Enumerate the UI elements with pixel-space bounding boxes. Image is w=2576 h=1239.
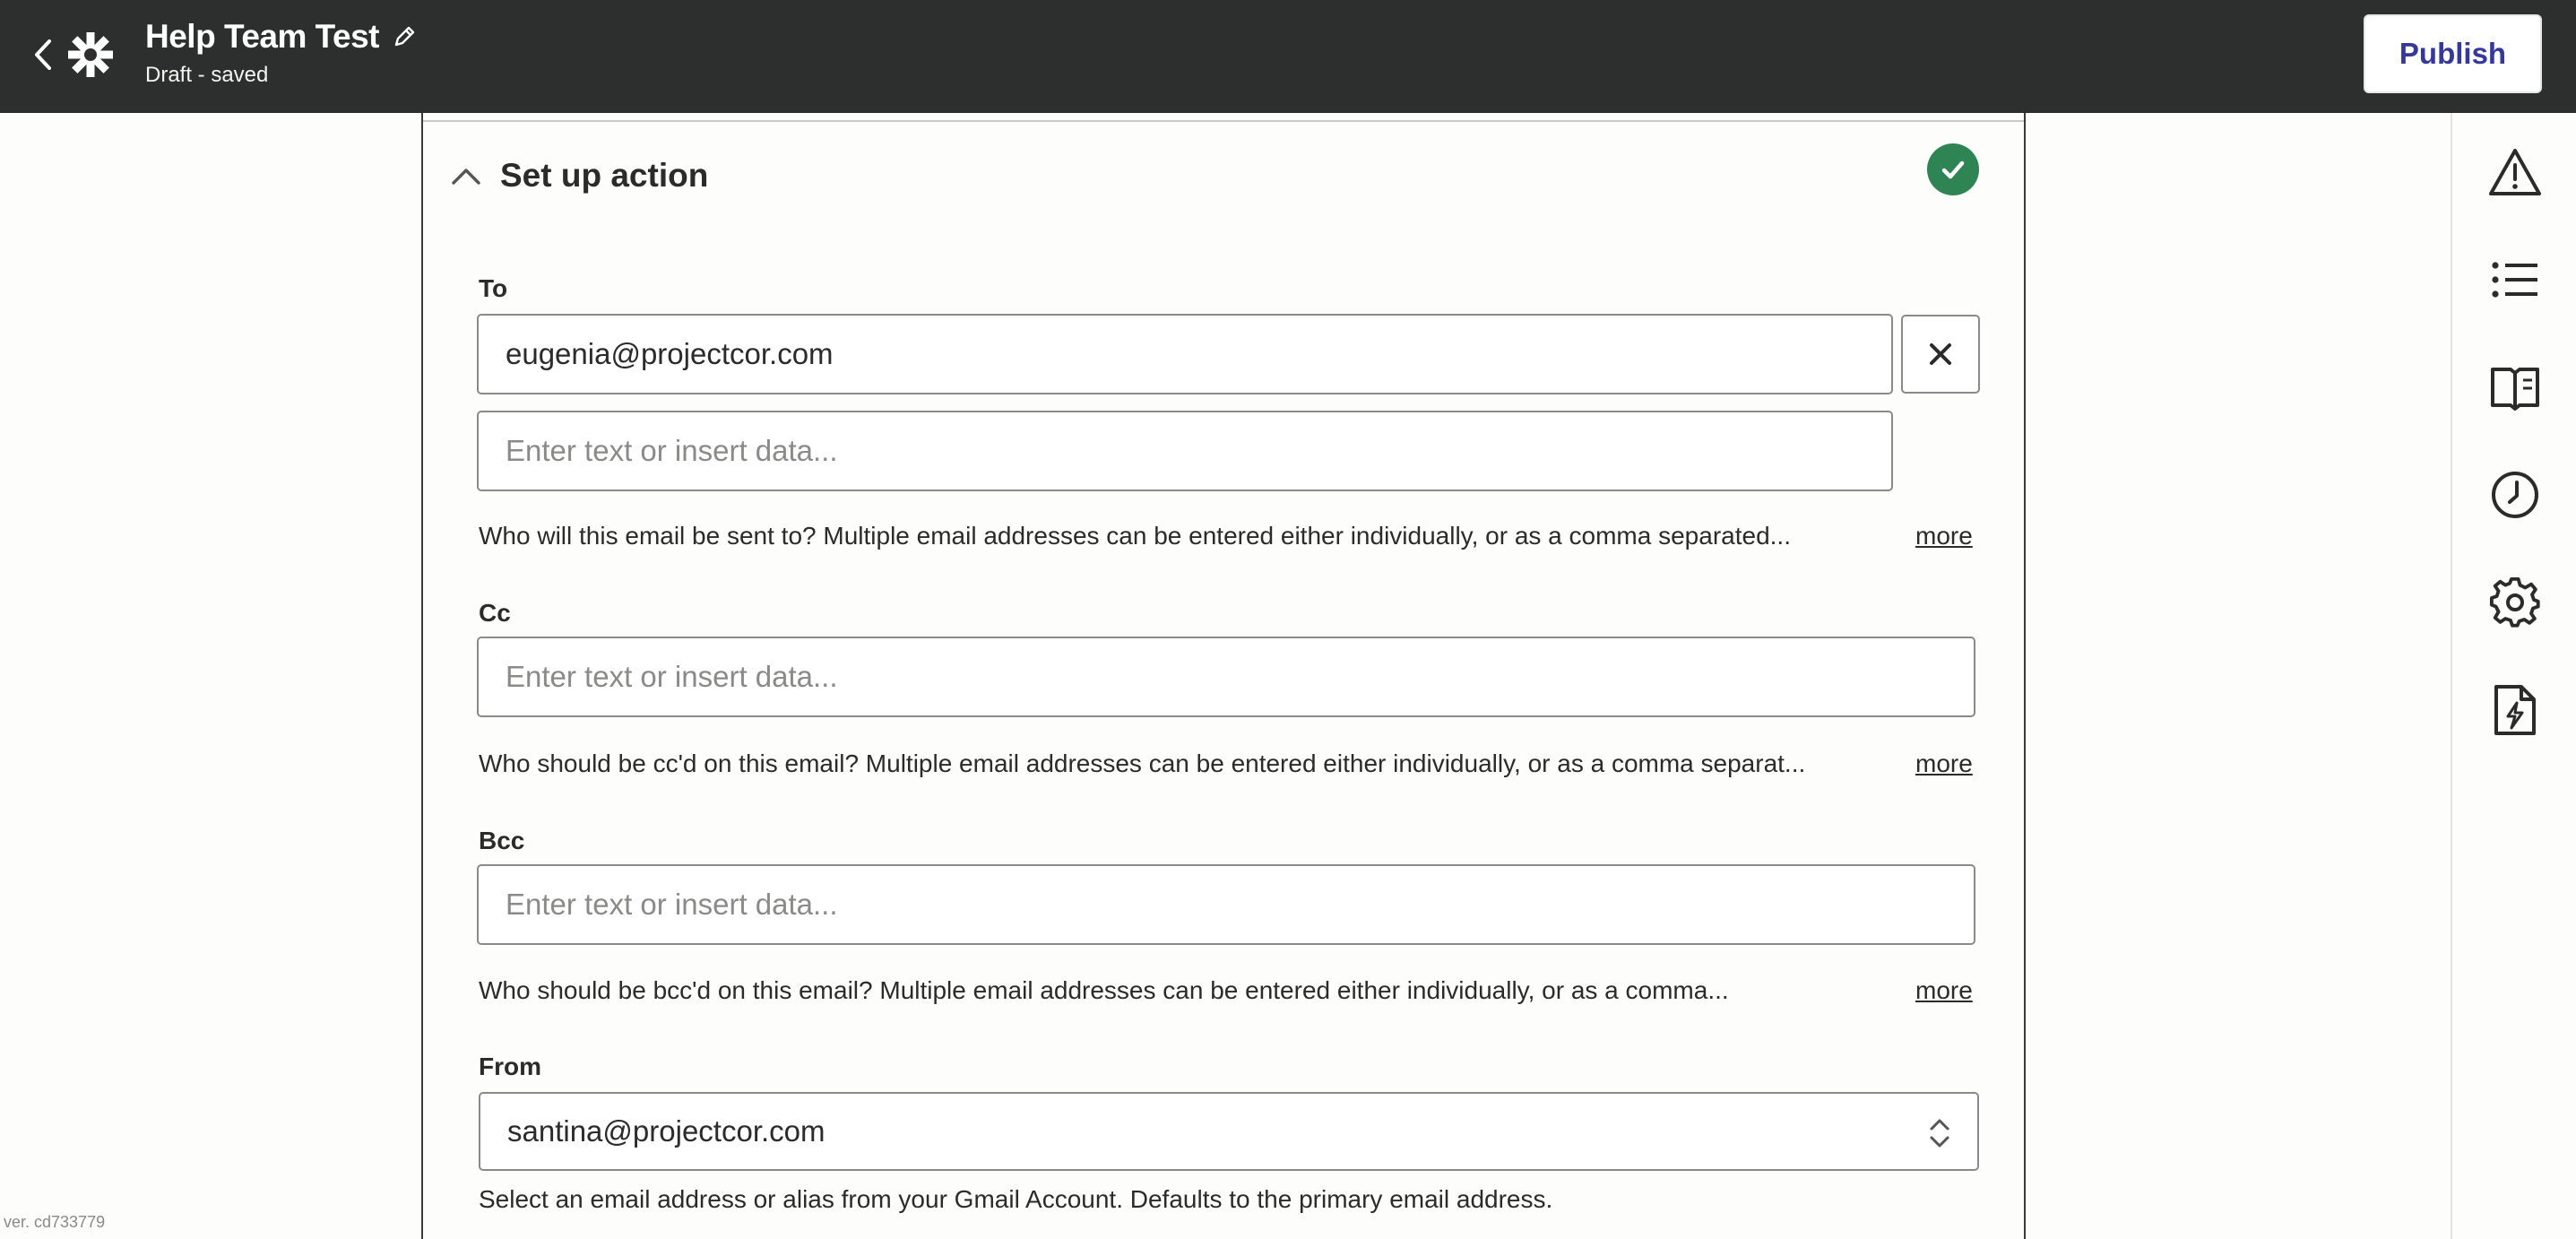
chevron-up-icon	[450, 160, 482, 192]
bcc-placeholder: Enter text or insert data...	[506, 888, 838, 921]
to-placeholder: Enter text or insert data...	[506, 434, 838, 467]
from-label: From	[479, 1053, 541, 1080]
file-bolt-icon[interactable]	[2486, 681, 2544, 739]
cc-placeholder: Enter text or insert data...	[506, 660, 838, 693]
cc-more-link[interactable]: more	[1915, 749, 1973, 777]
to-value-text: eugenia@projectcor.com	[506, 337, 834, 370]
to-label: To	[479, 274, 508, 302]
cc-label: Cc	[479, 599, 511, 627]
to-help-text: Who will this email be sent to? Multiple email addresses can be entered either individually, or as a comma separated...	[479, 522, 1791, 550]
action-setup-panel	[421, 113, 2026, 1239]
clock-icon[interactable]	[2486, 466, 2544, 524]
publish-button[interactable]: Publish	[2364, 14, 2542, 93]
check-circle-icon	[1927, 143, 1979, 195]
version-label: ver. cd733779	[4, 1213, 106, 1231]
book-icon[interactable]	[2486, 359, 2544, 416]
divider	[423, 120, 2024, 122]
close-icon	[1929, 342, 1952, 366]
zap-status: Draft - saved	[145, 63, 269, 87]
remove-to-button[interactable]	[1901, 315, 1980, 394]
to-more-link[interactable]: more	[1915, 522, 1973, 550]
back-button[interactable]	[25, 32, 61, 77]
right-sidebar	[2451, 113, 2576, 1239]
warning-icon[interactable]	[2486, 143, 2544, 201]
list-icon[interactable]	[2486, 251, 2544, 308]
cc-input[interactable]	[477, 637, 1975, 717]
bcc-more-link[interactable]: more	[1915, 976, 1973, 1004]
zap-title[interactable]: Help Team Test	[145, 18, 379, 55]
zapier-logo-icon[interactable]	[66, 30, 115, 79]
to-input-new[interactable]	[477, 411, 1893, 491]
gear-icon[interactable]	[2486, 574, 2544, 631]
select-arrows-icon	[1927, 1115, 1952, 1151]
cc-help-text: Who should be cc'd on this email? Multiple email addresses can be entered either individually, or as a comma separat...	[479, 749, 1806, 777]
top-bar	[0, 0, 2576, 113]
zap-title-area	[145, 18, 417, 99]
bcc-help-text: Who should be bcc'd on this email? Multiple email addresses can be entered either individually, or as a comma...	[479, 976, 1729, 1004]
to-input-value[interactable]	[477, 314, 1893, 394]
chevron-left-icon	[33, 39, 53, 71]
bcc-label: Bcc	[479, 827, 525, 854]
pencil-icon[interactable]	[392, 24, 417, 49]
from-value-text: santina@projectcor.com	[507, 1114, 826, 1148]
from-help-text: Select an email address or alias from your Gmail Account. Defaults to the primary email address.	[479, 1185, 1553, 1213]
section-header-setup-action[interactable]	[450, 149, 2001, 203]
bcc-input[interactable]	[477, 864, 1975, 945]
section-title: Set up action	[500, 157, 709, 194]
from-select[interactable]	[479, 1092, 1979, 1171]
